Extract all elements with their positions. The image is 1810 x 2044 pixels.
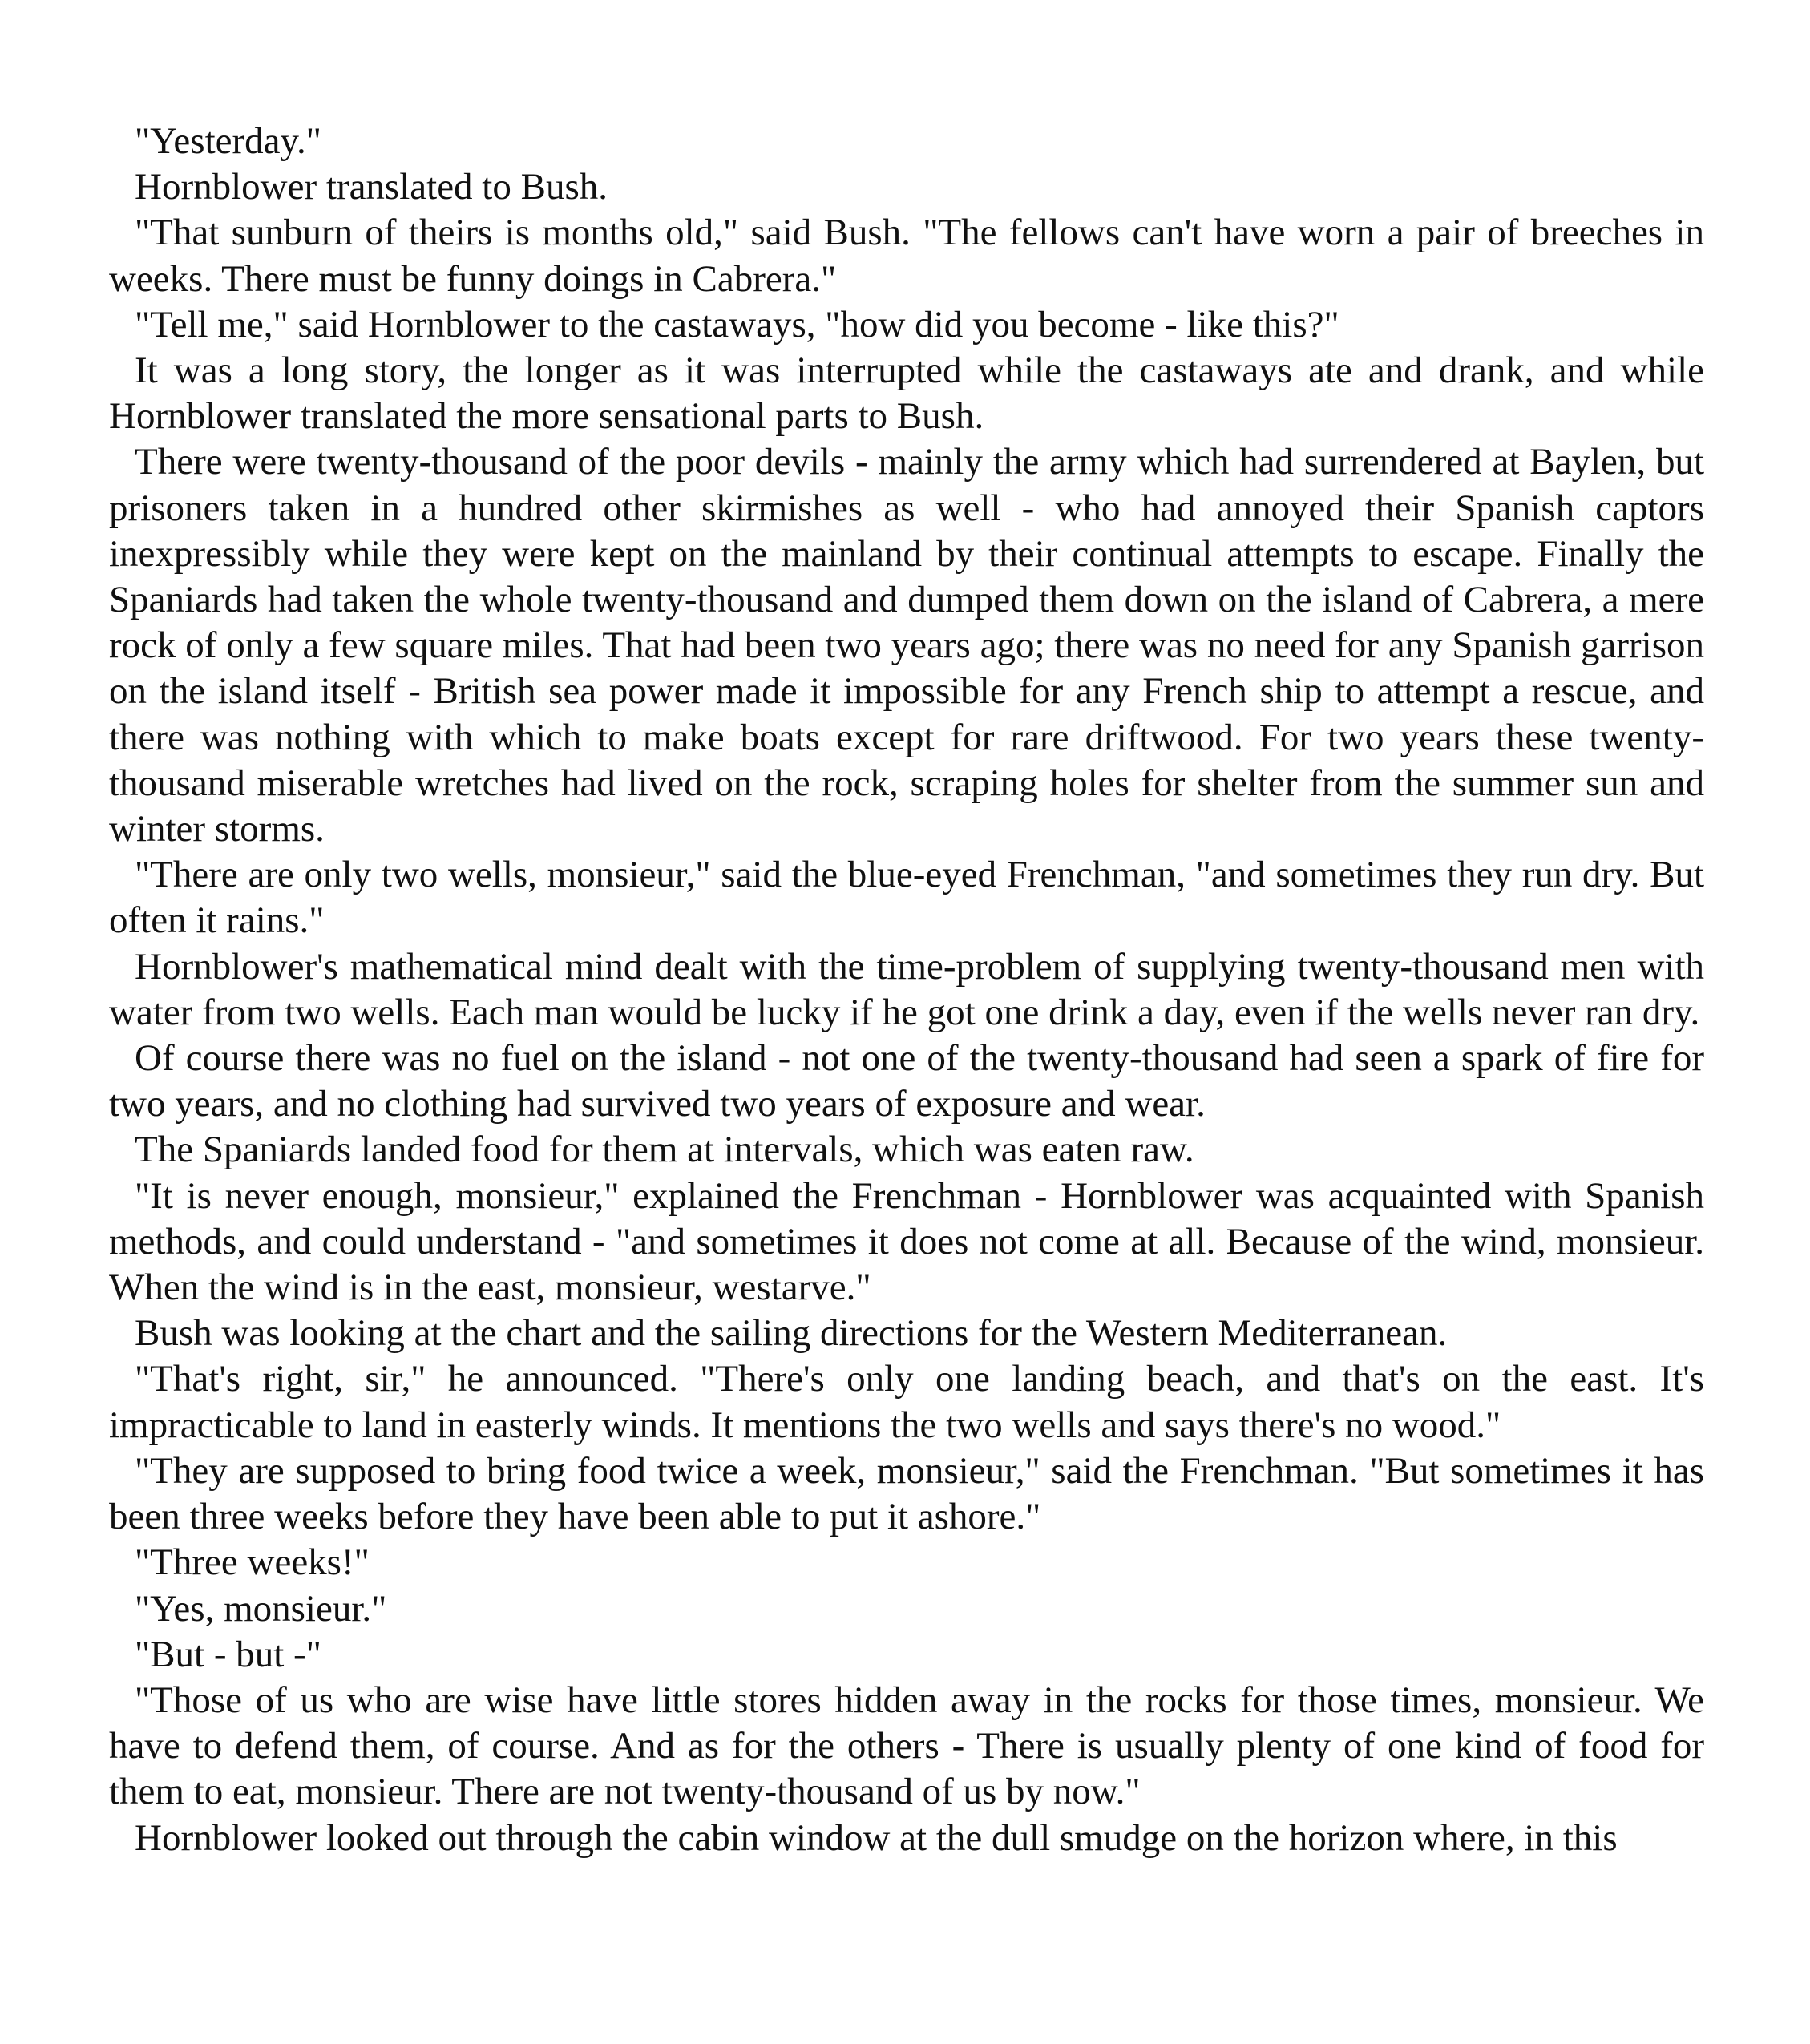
- paragraph: Bush was looking at the chart and the sailing directions for the Western Mediterranean.: [135, 1312, 1448, 1355]
- paragraph: "They are supposed to bring food twice a week, monsieur," said the Frenchman. "But sometimes it has been three weeks before they have been able to put it ashore.": [109, 1449, 1704, 1538]
- paragraph: Hornblower looked out through the cabin window at the dull smudge on the horizon where, in this: [135, 1816, 1618, 1859]
- page-text: [109, 119, 1704, 1861]
- paragraph: "Those of us who are wise have little stores hidden away in the rocks for those times, monsieur. We have to defend them, of course. And as for the others - There is usually plenty of one kind of food for them to eat, monsieur. There are not twenty-thousand of us by now.": [109, 1678, 1704, 1813]
- paragraph: "It is never enough, monsieur," explained the Frenchman - Hornblower was acquainted with Spanish methods, and could understand - "and sometimes it does not come at all. Because of the wind, monsieur. When the wind is in the east, monsieur, westarve.": [109, 1174, 1704, 1309]
- paragraph: "Tell me," said Hornblower to the castaways, "how did you become - like this?": [135, 303, 1339, 345]
- paragraph: "Yes, monsieur.": [135, 1587, 387, 1630]
- paragraph: "But - but -": [135, 1633, 321, 1675]
- paragraph: There were twenty-thousand of the poor devils - mainly the army which had surrendered at Baylen, but prisoners taken in a hundred other skirmishes as well - who had annoyed their Spanish captors inexpressibly while they were kept on the mainland by their continual attempts to escape. Finally the Spaniards had taken the whole twenty-thousand and dumped them down on the island of Cabrera, a mere rock of only a few square miles. That had been two years ago; there was no need for any Spanish garrison on the island itself - British sea power made it impossible for any French ship to attempt a rescue, and there was nothing with which to make boats except for rare driftwood. For two years these twenty-thousand miserable wretches had lived on the rock, scraping holes for shelter from the summer sun and winter storms.: [109, 441, 1704, 850]
- paragraph: The Spaniards landed food for them at intervals, which was eaten raw.: [135, 1129, 1194, 1171]
- paragraph: "That sunburn of theirs is months old," said Bush. "The fellows can't have worn a pair of breeches in weeks. There must be funny doings in Cabrera.": [109, 212, 1704, 300]
- paragraph: It was a long story, the longer as it was interrupted while the castaways ate and drank, and while Hornblower translated the more sensational parts to Bush.: [109, 349, 1704, 438]
- paragraph: "That's right, sir," he announced. "There's only one landing beach, and that's on the east. It's impracticable to land in easterly winds. It mentions the two wells and says there's no wood.": [109, 1358, 1704, 1446]
- paragraph: "There are only two wells, monsieur," said the blue-eyed Frenchman, "and sometimes they run dry. But often it rains.": [109, 854, 1704, 942]
- paragraph: Hornblower translated to Bush.: [135, 166, 608, 208]
- paragraph: "Yesterday.": [135, 120, 321, 162]
- paragraph: "Three weeks!": [135, 1541, 370, 1584]
- paragraph: Of course there was no fuel on the island - not one of the twenty-thousand had seen a spark of fire for two years, and no clothing had survived two years of exposure and wear.: [109, 1037, 1704, 1125]
- paragraph: Hornblower's mathematical mind dealt with the time-problem of supplying twenty-thousand men with water from two wells. Each man would be lucky if he got one drink a day, even if the wells never ran dry.: [109, 945, 1704, 1033]
